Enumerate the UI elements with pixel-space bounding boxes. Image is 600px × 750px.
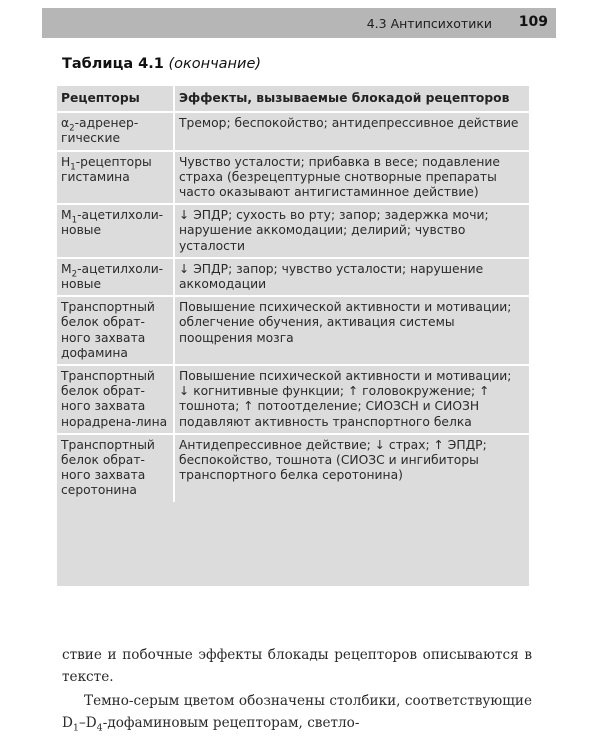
receptor-cell (57, 296, 174, 365)
table-caption-label: Таблица 4.1 (62, 56, 164, 72)
header-section-title: 4.3 Антипсихотики (366, 16, 492, 31)
receptor-subscript: 1 (70, 162, 76, 173)
receptor-effects-table (57, 86, 529, 586)
table-row (57, 112, 529, 150)
receptor-subscript: 1 (71, 215, 78, 226)
body-paragraph-continued: ствие и побочные эффекты блокады рецепторов описываются в тексте. (62, 646, 532, 685)
effect-cell: Тремор; беспокойство; антидепрессивное действие (174, 112, 529, 150)
table-row (57, 365, 529, 434)
dopamine-subscript-first: 1 (72, 722, 79, 734)
receptor-cell (57, 204, 174, 258)
receptor-name: -рецепторы гистамина (61, 154, 152, 184)
paragraph-text-start: Темно-серым цветом обозначены столбики, соответствующие D (62, 692, 532, 731)
table-header-row (57, 86, 529, 112)
receptor-name: Транспортный белок обрат-ного захвата норадрена-лина (61, 369, 168, 429)
receptor-cell (57, 151, 174, 205)
table-row (57, 258, 529, 296)
table-row (57, 434, 529, 502)
table-caption (62, 56, 261, 72)
receptor-subscript: 2 (69, 123, 75, 134)
receptor-name: -ацетилхоли-новые (61, 208, 164, 238)
table-row (57, 296, 529, 365)
header-receptors: Рецепторы (57, 86, 174, 112)
body-paragraph (62, 690, 532, 734)
dopamine-subscript-last: 4 (96, 722, 103, 734)
running-header (42, 8, 556, 38)
receptor-name: Транспортный белок обрат-ного захвата серотонина (61, 437, 155, 498)
receptor-cell (57, 434, 174, 502)
receptor-symbol: α (61, 116, 70, 131)
receptor-cell (57, 258, 174, 296)
effect-cell: Чувство усталости; прибавка в весе; подавление страха (безрецептурные снотворные препараты часто оказывают антигистаминное действие) (174, 151, 529, 205)
table-row (57, 151, 529, 205)
receptor-symbol: M (61, 261, 72, 276)
effect-cell: ↓ ЭПДР; запор; чувство усталости; нарушение аккомодации (174, 258, 529, 296)
receptor-cell (57, 112, 174, 150)
page-number: 109 (518, 14, 548, 30)
receptor-subscript: 2 (71, 269, 78, 280)
header-effects: Эффекты, вызываемые блокадой рецепторов (174, 86, 529, 112)
receptor-name: -адренер-гические (61, 116, 139, 146)
receptor-name: -ацетилхоли-новые (61, 261, 164, 292)
effect-cell: Повышение психической активности и мотивации; облегчение обучения, активация системы поощрения мозга (174, 296, 529, 365)
table-row (57, 204, 529, 258)
receptor-symbol: H (61, 154, 71, 169)
receptor-cell (57, 365, 174, 434)
effect-cell: Антидепрессивное действие; ↓ страх; ↑ ЭПДР; беспокойство, тошнота (СИОЗС и ингибиторы транспортного белка серотонина) (179, 437, 487, 483)
receptor-table (57, 86, 529, 502)
receptor-symbol: M (61, 208, 72, 223)
paragraph-range-dash: –D (78, 714, 97, 731)
receptor-name: Транспортный белок обрат-ного захвата дофамина (61, 300, 155, 360)
table-caption-note: (окончание) (168, 56, 262, 72)
effect-cell: ↓ ЭПДР; сухость во рту; запор; задержка мочи; нарушение аккомодации; делирий; чувство усталости (174, 204, 529, 258)
effect-cell: Повышение психической активности и мотивации; ↓ когнитивные функции; ↑ головокружение; ↑ тошнота; ↑ потоотделение; СИОЗСН и СИОЗН подавляют активность транспортного белка (174, 365, 529, 434)
paragraph-text-end: -дофаминовым рецепторам, светло- (102, 714, 360, 731)
